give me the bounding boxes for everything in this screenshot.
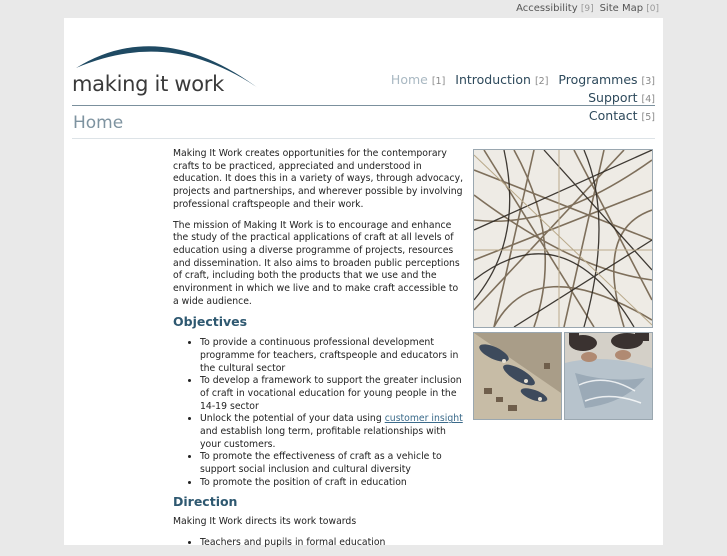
nav-programmes[interactable]: Programmes [558,72,638,87]
photo-bamboo-installation [473,149,653,328]
nav-support-key: [4] [641,94,655,105]
main-nav [325,72,655,126]
intro-paragraph-1: Making It Work creates opportunities for the contemporary crafts to be practiced, appreciated and understood in education. It does this in a variety of ways, through advocacy, projects and partnerships, and wherever possible by involving professional craftspeople and their work. [173,148,464,210]
list-item: • To provide a continuous professional development programme for teachers, craftspeople and educators in the cultural sector [200,337,465,375]
intro-paragraph-2: The mission of Making It Work is to encourage and enhance the study of the practical applications of craft at all levels of education using a diverse programme of projects, resources and dissemination. It also aims to broaden public perceptions of craft, including both the products that we use and the environment in which we live and to make craft accessible to a wide audience. [173,219,460,307]
nav-introduction[interactable]: Introduction [455,72,531,87]
list-item: • Teachers and pupils in formal education [200,537,465,550]
nav-home[interactable]: Home [390,72,428,87]
nav-support[interactable]: Support [588,90,638,105]
photo-craft-tiles [473,332,562,420]
nav-contact[interactable]: Contact [588,108,638,123]
nav-contact-key: [5] [641,112,655,123]
direction-list [173,537,465,550]
customer-insight-link[interactable]: customer insight [384,413,463,425]
site-map-link[interactable] [600,3,659,14]
logo-text: making it work [72,72,224,96]
site-logo[interactable] [72,26,258,102]
link-item-before: Unlock the potential of your data using [200,413,385,425]
header-divider [72,105,655,106]
photo-craft-workshop [564,332,653,420]
accessibility-key: [9] [580,4,594,14]
title-divider [72,138,655,139]
list-item [200,413,465,451]
accessibility-link[interactable] [516,3,593,14]
accessibility-label: Accessibility [516,3,578,14]
site-map-key: [0] [646,4,659,14]
direction-intro: Making It Work directs its work towards [173,516,357,528]
nav-introduction-key: [2] [534,76,549,87]
nav-programmes-key: [3] [641,76,655,87]
objectives-heading: Objectives [173,314,248,330]
site-map-label: Site Map [599,3,644,14]
objectives-list [173,337,465,489]
link-item-after: and establish long term, profitable relationships with your customers. [200,426,446,450]
list-item: • To promote the position of craft in education [200,477,465,490]
list-item: • To promote the effectiveness of craft as a vehicle to support social inclusion and cultural diversity [200,451,465,476]
utility-links [516,3,659,14]
nav-home-key: [1] [431,76,446,87]
page-container [64,18,663,548]
page-title: Home [73,113,124,133]
main-content [173,148,465,556]
list-item: • To develop a framework to support the greater inclusion of craft in vocational education for young people in the 14-19 sector [200,375,465,413]
direction-heading: Direction [173,493,238,509]
